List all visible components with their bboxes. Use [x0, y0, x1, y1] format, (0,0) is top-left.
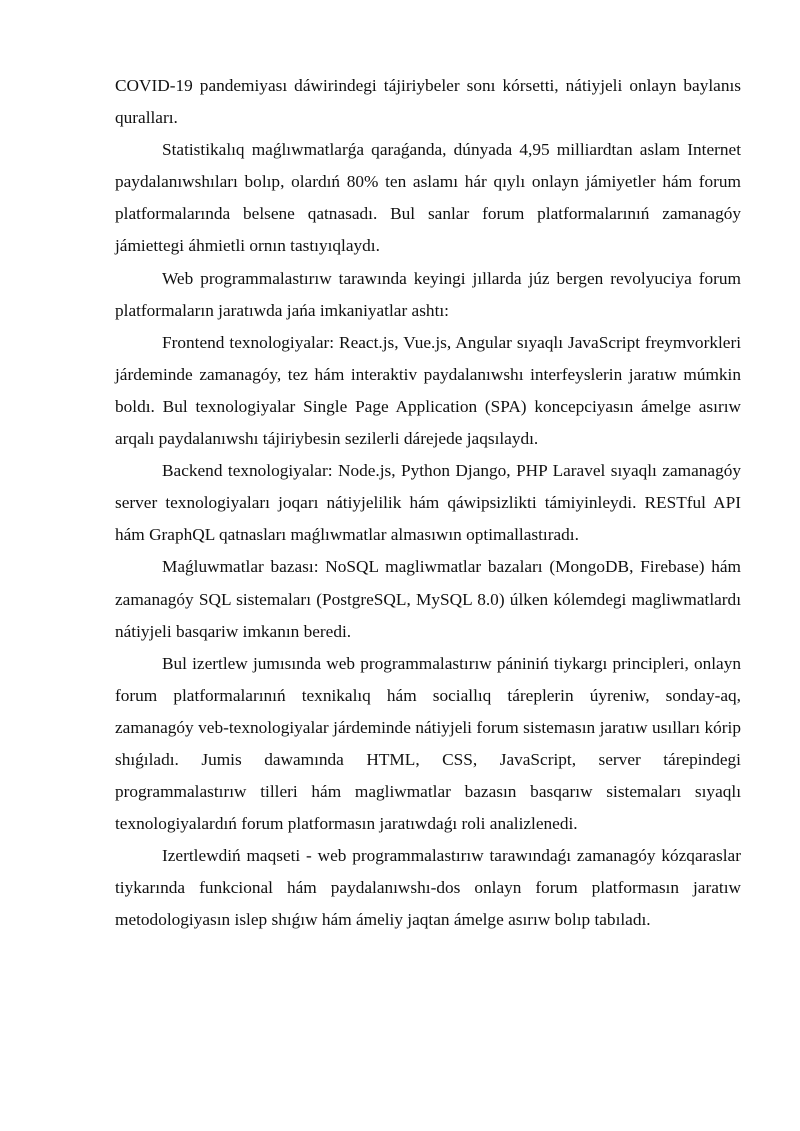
paragraph-research-scope: Bul izertlew jumısında web programmalastırıw pániniń tiykargı principleri, onlayn forum platformalarınıń texnikalıq hám sociallıq táreplerin úyreniw, sonday-aq, zamanagóy veb-texnologiyalar járdeminde nátiyjeli forum sistemasın jaratıw usılları kórip shıǵıladı. Jumis dawamında HTML, CSS, JavaScript, server tárepindegi programmalastırıw tilleri hám magliwmatlar bazasın basqarıw sistemaları sıyaqlı texnologiyalardıń forum platformasın jaratıwdaǵı roli analizlenedi. — [115, 653, 741, 834]
paragraph-covid-continuation: COVID-19 pandemiyası dáwirindegi tájiriybeler sonı kórsetti, nátiyjeli onlayn baylanıs quralları. — [115, 76, 741, 128]
paragraph-database: Maǵluwmatlar bazası: NoSQL magliwmatlar bazaları (MongoDB, Firebase) hám zamanagóy SQL sistemaları (PostgreSQL, MySQL 8.0) úlken kólemdegi magliwmatlardı nátiyjeli basqariw imkanın beredi. — [115, 557, 741, 641]
paragraph-research-goal: Izertlewdiń maqseti - web programmalastırıw tarawındaǵı zamanagóy kózqaraslar tiykarında funkcional hám paydalanıwshı-dos onlayn forum platformasın jaratıw metodologiyasın islep shıǵıw hám ámeliy jaqtan ámelge asırıw bolıp tabıladı. — [115, 846, 741, 930]
paragraph-statistics: Statistikalıq maǵlıwmatlarǵa qaraǵanda, dúnyada 4,95 milliardtan aslam Internet paydalanıwshıları bolıp, olardıń 80% ten aslamı hár qıylı onlayn jámiyetler hám forum platformalarında belsene qatnasadı. Bul sanlar forum platformalarınıń zamanagóy jámiettegi áhmietli ornın tastıyıqlaydı. — [115, 140, 741, 256]
document-page — [115, 70, 741, 937]
paragraph-backend: Backend texnologiyalar: Node.js, Python Django, PHP Laravel sıyaqlı zamanagóy server texnologiyaları joqarı nátiyjelilik hám qáwipsizlikti támiyinleydi. RESTful API hám GraphQL qatnasları maǵlıwmatlar almasıwın optimallastıradı. — [115, 461, 741, 545]
paragraph-web-revolution: Web programmalastırıw tarawında keyingi jıllarda júz bergen revolyuciya forum platformaların jaratıwda jańa imkaniyatlar ashtı: — [115, 268, 741, 320]
paragraph-frontend: Frontend texnologiyalar: React.js, Vue.js, Angular sıyaqlı JavaScript freymvorkleri járdeminde zamanagóy, tez hám interaktiv paydalanıwshı interfeyslerin jaratıw múmkin boldı. Bul texnologiyalar Single Page Application (SPA) koncepciyasın ámelge asırıw arqalı paydalanıwshı tájiriybesin sezilerli dárejede jaqsılaydı. — [115, 332, 741, 449]
